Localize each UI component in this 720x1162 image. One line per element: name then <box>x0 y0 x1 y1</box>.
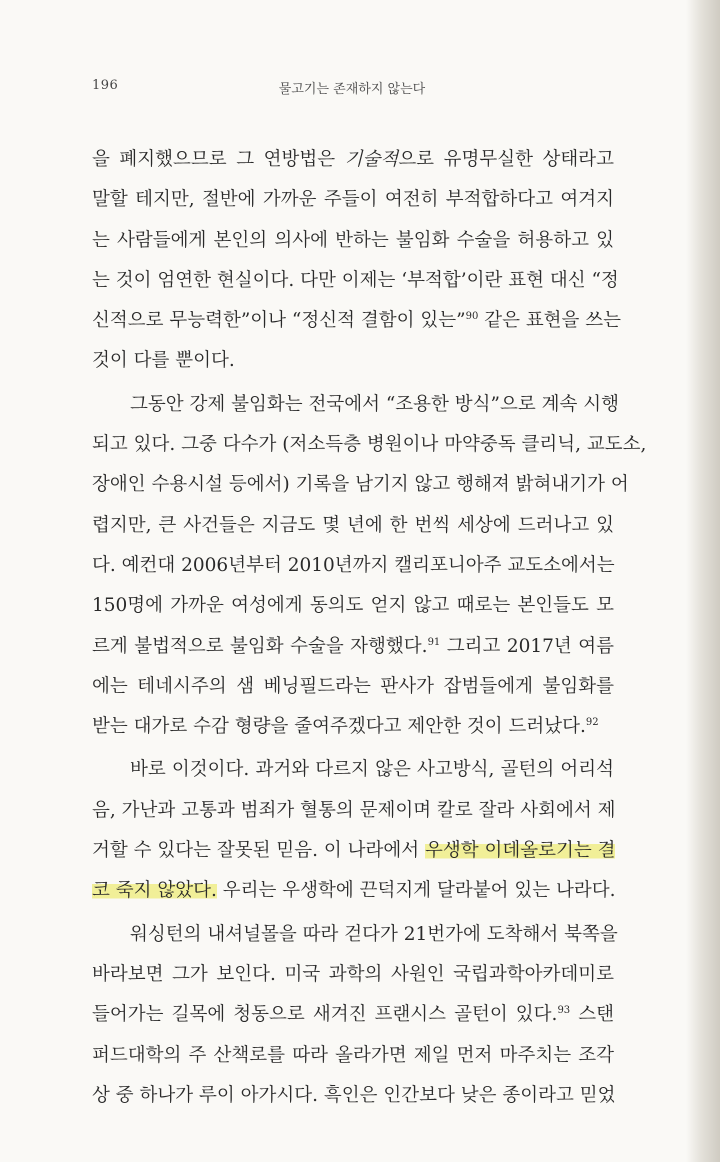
text-run: 는 사람들에게 본인의 의사에 반하는 불임화 수술을 허용하고 있 <box>92 229 614 251</box>
text-run: 다. 예컨대 2006년부터 2010년까지 캘리포니아주 교도소에서는 <box>92 554 615 576</box>
page-number: 196 <box>92 78 119 93</box>
text-line <box>92 385 619 425</box>
text-line <box>92 995 614 1035</box>
footnote-marker: 92 <box>585 717 599 728</box>
text-run: 퍼드대학의 주 산책로를 따라 올라가면 제일 먼저 마주치는 조각 <box>92 1044 614 1066</box>
text-run: 말할 테지만, 절반에 가까운 주들이 여전히 부적합하다고 여겨지 <box>92 189 614 211</box>
text-line <box>92 506 614 546</box>
text-line <box>92 261 619 301</box>
running-title: 물고기는 존재하지 않는다 <box>278 82 426 97</box>
highlighted-text: 우생학 이데올로기는 결 <box>424 840 616 862</box>
text-line <box>92 425 647 465</box>
text-run: 스탠 <box>570 1004 615 1026</box>
paragraph <box>92 385 647 748</box>
text-line <box>92 915 618 955</box>
text-run: 장애인 수용시설 등에서) 기록을 남기지 않고 행해져 밝혀내기가 어 <box>92 474 629 496</box>
page-header <box>92 78 612 100</box>
text-line <box>92 301 622 341</box>
text-line <box>92 465 629 505</box>
text-run: 르게 불법적으로 불임화 수술을 자행했다. <box>92 635 428 657</box>
text-run: 에는 테네시주의 샘 베닝필드라는 판사가 잡범들에게 불임화를 <box>92 675 614 697</box>
footnote-marker: 90 <box>465 311 479 323</box>
paragraph <box>92 750 614 911</box>
text-run: 음, 가난과 고통과 범죄가 혈통의 문제이며 칼로 잘라 사회에서 제 <box>92 799 616 821</box>
text-line <box>92 586 614 626</box>
text-run: 들어가는 길목에 청동으로 새겨진 프랜시스 골턴이 있다. <box>92 1004 558 1026</box>
text-line <box>92 1076 614 1116</box>
text-line <box>92 180 614 220</box>
text-line <box>92 707 614 747</box>
body-text <box>92 140 647 1116</box>
text-run: 150명에 가까운 여성에게 동의도 얻지 않고 때로는 본인들도 모 <box>92 595 614 617</box>
text-run: 우리는 우생학에 끈덕지게 달라붙어 있는 나라다. <box>216 880 616 902</box>
text-run: 렵지만, 큰 사건들은 지금도 몇 년에 한 번씩 세상에 드러나고 있 <box>92 514 614 536</box>
text-run: 바라보면 그가 보인다. 미국 과학의 사원인 국립과학아카데미로 <box>92 963 614 985</box>
text-line <box>92 831 614 871</box>
highlighted-text: 코 죽지 않았다. <box>92 880 217 902</box>
text-run: 그리고 2017년 여름 <box>440 635 615 657</box>
text-run: 신적으로 무능력한”이나 “정신적 결함이 있는” <box>92 310 466 332</box>
text-run: 는 것이 엄연한 현실이다. 다만 이제는 ‘부적합’이란 표현 대신 “정 <box>92 269 619 291</box>
text-line <box>92 546 614 586</box>
book-spine-shadow <box>686 0 720 1162</box>
text-line <box>92 750 614 790</box>
text-run: 거할 수 있다는 잘못된 믿음. 이 나라에서 <box>92 840 425 862</box>
text-line <box>92 140 614 180</box>
footnote-marker: 91 <box>427 636 441 648</box>
text-line <box>92 871 614 911</box>
text-run: 같은 표현을 쓰는 <box>478 310 622 332</box>
text-line <box>92 1036 614 1076</box>
text-run: 것이 다를 뿐이다. <box>92 350 235 372</box>
text-line <box>92 341 614 381</box>
text-run: 상 중 하나가 루이 아가시다. 흑인은 인간보다 낮은 종이라고 믿었 <box>92 1084 616 1106</box>
text-run: 그동안 강제 불임화는 전국에서 “조용한 방식”으로 계속 시행 <box>130 393 619 415</box>
text-run: 워싱턴의 내셔널몰을 따라 걷다가 21번가에 도착해서 북쪽을 <box>130 923 618 945</box>
text-run: 바로 이것이다. 과거와 다르지 않은 사고방식, 골턴의 어리석 <box>130 759 614 781</box>
paragraph <box>92 915 618 1116</box>
text-run: 으로 유명무실한 상태라고 <box>398 149 615 170</box>
text-run: 되고 있다. 그중 다수가 (저소득층 병원이나 마약중독 클리닉, 교도소, <box>92 434 647 456</box>
text-line <box>92 955 614 995</box>
italic-text: 기술적 <box>344 149 399 170</box>
text-run: 받는 대가로 수감 형량을 줄여주겠다고 제안한 것이 드러났다. <box>92 716 586 738</box>
text-line <box>92 791 614 831</box>
footnote-marker: 93 <box>557 1005 571 1017</box>
paragraph <box>92 140 622 382</box>
text-line <box>92 627 614 667</box>
text-line <box>92 221 614 261</box>
text-line <box>92 667 614 707</box>
text-run: 을 폐지했으므로 그 연방법은 <box>92 149 345 170</box>
